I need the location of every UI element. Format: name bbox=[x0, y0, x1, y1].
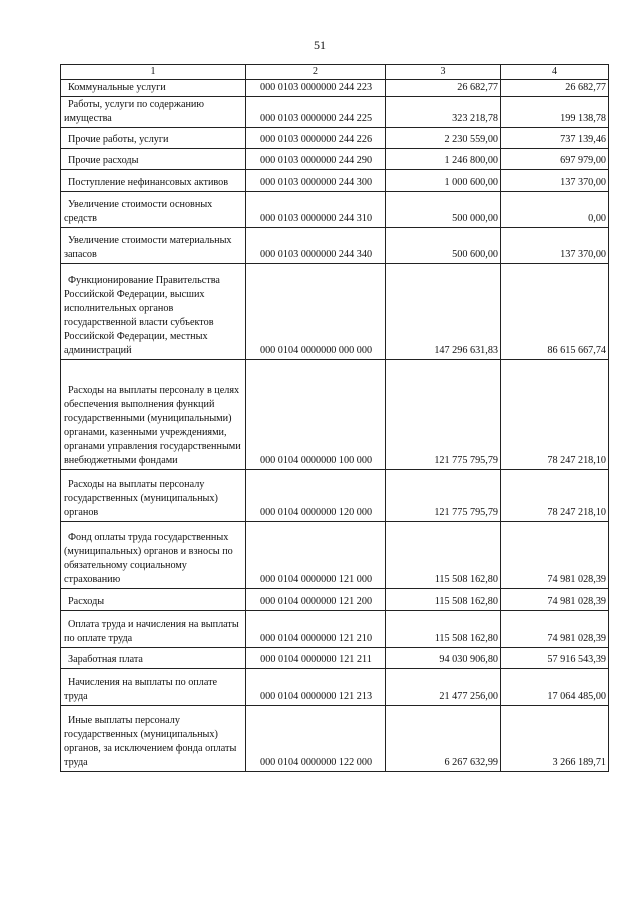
table-row bbox=[61, 228, 609, 264]
row-value-col3-cell: 94 030 906,80 bbox=[386, 648, 501, 669]
row-value-col3-cell: 26 682,77 bbox=[386, 80, 501, 97]
row-value-col3-cell: 323 218,78 bbox=[386, 97, 501, 128]
row-name-cell: Работы, услуги по содержанию имущества bbox=[61, 97, 246, 128]
row-value-col4-cell: 17 064 485,00 bbox=[501, 669, 609, 706]
row-code-cell: 000 0103 0000000 244 225 bbox=[246, 97, 386, 128]
table-row bbox=[61, 648, 609, 669]
row-value-col4-cell: 86 615 667,74 bbox=[501, 264, 609, 360]
table-row bbox=[61, 360, 609, 470]
column-header: 1 bbox=[61, 65, 246, 80]
table-row bbox=[61, 669, 609, 706]
table-row bbox=[61, 149, 609, 170]
row-value-col4-cell: 137 370,00 bbox=[501, 228, 609, 264]
table-row bbox=[61, 611, 609, 648]
budget-report-table bbox=[60, 64, 609, 772]
row-code-cell: 000 0104 0000000 121 000 bbox=[246, 522, 386, 589]
row-value-col3-cell: 21 477 256,00 bbox=[386, 669, 501, 706]
row-name-cell: Заработная плата bbox=[61, 648, 246, 669]
row-value-col4-cell: 26 682,77 bbox=[501, 80, 609, 97]
row-value-col3-cell: 1 246 800,00 bbox=[386, 149, 501, 170]
row-name-cell: Увеличение стоимости основных средств bbox=[61, 192, 246, 228]
row-code-cell: 000 0104 0000000 121 200 bbox=[246, 589, 386, 611]
table-row bbox=[61, 97, 609, 128]
row-value-col3-cell: 115 508 162,80 bbox=[386, 589, 501, 611]
row-name-cell: Коммунальные услуги bbox=[61, 80, 246, 97]
row-name-cell: Расходы bbox=[61, 589, 246, 611]
row-code-cell: 000 0104 0000000 121 213 bbox=[246, 669, 386, 706]
table-row bbox=[61, 192, 609, 228]
row-code-cell: 000 0103 0000000 244 300 bbox=[246, 170, 386, 192]
row-code-cell: 000 0103 0000000 244 290 bbox=[246, 149, 386, 170]
row-name-cell: Оплата труда и начисления на выплаты по оплате труда bbox=[61, 611, 246, 648]
table-body bbox=[61, 65, 609, 772]
row-value-col4-cell: 78 247 218,10 bbox=[501, 470, 609, 522]
row-value-col3-cell: 121 775 795,79 bbox=[386, 470, 501, 522]
row-value-col4-cell: 199 138,78 bbox=[501, 97, 609, 128]
row-name-cell: Поступление нефинансовых активов bbox=[61, 170, 246, 192]
row-name-cell: Увеличение стоимости материальных запасов bbox=[61, 228, 246, 264]
row-code-cell: 000 0104 0000000 100 000 bbox=[246, 360, 386, 470]
row-value-col4-cell: 78 247 218,10 bbox=[501, 360, 609, 470]
row-name-cell: Расходы на выплаты персоналу государственных (муниципальных) органов bbox=[61, 470, 246, 522]
row-value-col3-cell: 500 000,00 bbox=[386, 192, 501, 228]
row-code-cell: 000 0103 0000000 244 310 bbox=[246, 192, 386, 228]
table-row bbox=[61, 589, 609, 611]
table-row bbox=[61, 128, 609, 149]
row-code-cell: 000 0104 0000000 121 211 bbox=[246, 648, 386, 669]
row-code-cell: 000 0104 0000000 000 000 bbox=[246, 264, 386, 360]
row-value-col4-cell: 737 139,46 bbox=[501, 128, 609, 149]
row-value-col4-cell: 697 979,00 bbox=[501, 149, 609, 170]
row-value-col4-cell: 3 266 189,71 bbox=[501, 706, 609, 772]
row-value-col4-cell: 74 981 028,39 bbox=[501, 611, 609, 648]
row-value-col4-cell: 137 370,00 bbox=[501, 170, 609, 192]
row-value-col3-cell: 1 000 600,00 bbox=[386, 170, 501, 192]
row-value-col4-cell: 0,00 bbox=[501, 192, 609, 228]
table-row bbox=[61, 170, 609, 192]
row-code-cell: 000 0104 0000000 121 210 bbox=[246, 611, 386, 648]
column-header: 3 bbox=[386, 65, 501, 80]
row-value-col4-cell: 74 981 028,39 bbox=[501, 522, 609, 589]
row-name-cell: Расходы на выплаты персоналу в целях обеспечения выполнения функций государственными (муниципальными) органами, казенными учреждениями, органами управления государственными внебюджетными фондами bbox=[61, 360, 246, 470]
row-name-cell: Начисления на выплаты по оплате труда bbox=[61, 669, 246, 706]
row-code-cell: 000 0103 0000000 244 226 bbox=[246, 128, 386, 149]
row-value-col3-cell: 500 600,00 bbox=[386, 228, 501, 264]
table-row bbox=[61, 522, 609, 589]
row-name-cell: Иные выплаты персоналу государственных (муниципальных) органов, за исключением фонда оплаты труда bbox=[61, 706, 246, 772]
table-row bbox=[61, 264, 609, 360]
row-value-col4-cell: 74 981 028,39 bbox=[501, 589, 609, 611]
row-value-col3-cell: 115 508 162,80 bbox=[386, 611, 501, 648]
table-row bbox=[61, 80, 609, 97]
page-number: 51 bbox=[314, 38, 326, 52]
column-header: 2 bbox=[246, 65, 386, 80]
row-value-col4-cell: 57 916 543,39 bbox=[501, 648, 609, 669]
row-value-col3-cell: 2 230 559,00 bbox=[386, 128, 501, 149]
row-value-col3-cell: 115 508 162,80 bbox=[386, 522, 501, 589]
column-number-row bbox=[61, 65, 609, 80]
row-value-col3-cell: 121 775 795,79 bbox=[386, 360, 501, 470]
row-name-cell: Фонд оплаты труда государственных (муниципальных) органов и взносы по обязательному социальному страхованию bbox=[61, 522, 246, 589]
row-code-cell: 000 0104 0000000 120 000 bbox=[246, 470, 386, 522]
column-header: 4 bbox=[501, 65, 609, 80]
table-row bbox=[61, 706, 609, 772]
row-code-cell: 000 0104 0000000 122 000 bbox=[246, 706, 386, 772]
row-code-cell: 000 0103 0000000 244 340 bbox=[246, 228, 386, 264]
row-name-cell: Прочие расходы bbox=[61, 149, 246, 170]
row-value-col3-cell: 147 296 631,83 bbox=[386, 264, 501, 360]
row-name-cell: Функционирование Правительства Российской Федерации, высших исполнительных органов государственной власти субъектов Российской Федерации, местных администраций bbox=[61, 264, 246, 360]
table-row bbox=[61, 470, 609, 522]
row-code-cell: 000 0103 0000000 244 223 bbox=[246, 80, 386, 97]
row-name-cell: Прочие работы, услуги bbox=[61, 128, 246, 149]
row-value-col3-cell: 6 267 632,99 bbox=[386, 706, 501, 772]
